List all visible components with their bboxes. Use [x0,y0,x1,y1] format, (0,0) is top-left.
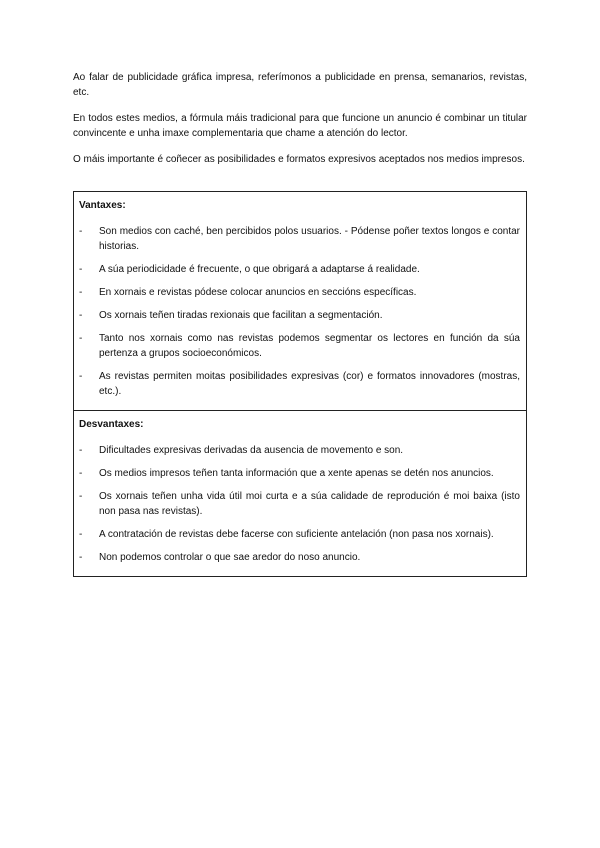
list-item [79,224,520,254]
list-item-text: En xornais e revistas pódese colocar anuncios en seccións específicas. [99,287,417,298]
list-item-text: Os medios impresos teñen tanta información que a xente apenas se detén nos anuncios. [99,468,494,479]
list-item [79,550,520,565]
list-item-text: Non podemos controlar o que sae aredor do noso anuncio. [99,552,361,563]
list-item [79,262,520,277]
list-item-text: Os xornais teñen unha vida útil moi curta e a súa calidade de reprodución é moi baixa (isto non pasa nas revistas). [99,491,520,517]
disadvantages-title: Desvantaxes: [79,419,144,430]
list-item-text: A súa periodicidade é frecuente, o que obrigará a adaptarse á realidade. [99,264,420,275]
list-item-text: As revistas permiten moitas posibilidades expresivas (cor) e formatos innovadores (mostras, etc.). [99,371,520,397]
bullet-dash: - [79,226,83,237]
list-item [79,466,520,481]
advantages-title: Vantaxes: [79,200,126,211]
bullet-dash: - [79,491,83,502]
intro-paragraph: O máis importante é coñecer as posibilidades e formatos expresivos aceptados nos medios impresos. [73,154,525,165]
list-item-text: Os xornais teñen tiradas rexionais que facilitan a segmentación. [99,310,383,321]
bullet-dash: - [79,333,83,344]
list-item [79,308,520,323]
list-item-text: Son medios con caché, ben percibidos polos usuarios. - Pódense poñer textos longos e contar historias. [99,226,520,252]
list-item [79,443,520,458]
list-item [79,369,520,399]
list-item [79,331,520,361]
bullet-dash: - [79,445,83,456]
advantages-section [74,192,526,410]
bullet-dash: - [79,371,83,382]
list-item [79,527,520,542]
pros-cons-table [73,191,527,577]
bullet-dash: - [79,468,83,479]
document-page [73,70,527,577]
bullet-dash: - [79,264,83,275]
list-item [79,489,520,519]
list-item-text: A contratación de revistas debe facerse con suficiente antelación (non pasa nos xornais). [99,529,494,540]
list-item-text: Tanto nos xornais como nas revistas podemos segmentar os lectores en función da súa pertenza a grupos socioeconómicos. [99,333,520,359]
bullet-dash: - [79,552,83,563]
bullet-dash: - [79,287,83,298]
intro-paragraph: En todos estes medios, a fórmula máis tradicional para que funcione un anuncio é combinar un titular convincente e unha imaxe complementaria que chame a atención do lector. [73,113,527,139]
intro-paragraph: Ao falar de publicidade gráfica impresa, referímonos a publicidade en prensa, semanarios, revistas, etc. [73,72,527,98]
bullet-dash: - [79,310,83,321]
list-item [79,285,520,300]
bullet-dash: - [79,529,83,540]
disadvantages-section [74,410,526,576]
list-item-text: Dificultades expresivas derivadas da ausencia de movemento e son. [99,445,404,456]
